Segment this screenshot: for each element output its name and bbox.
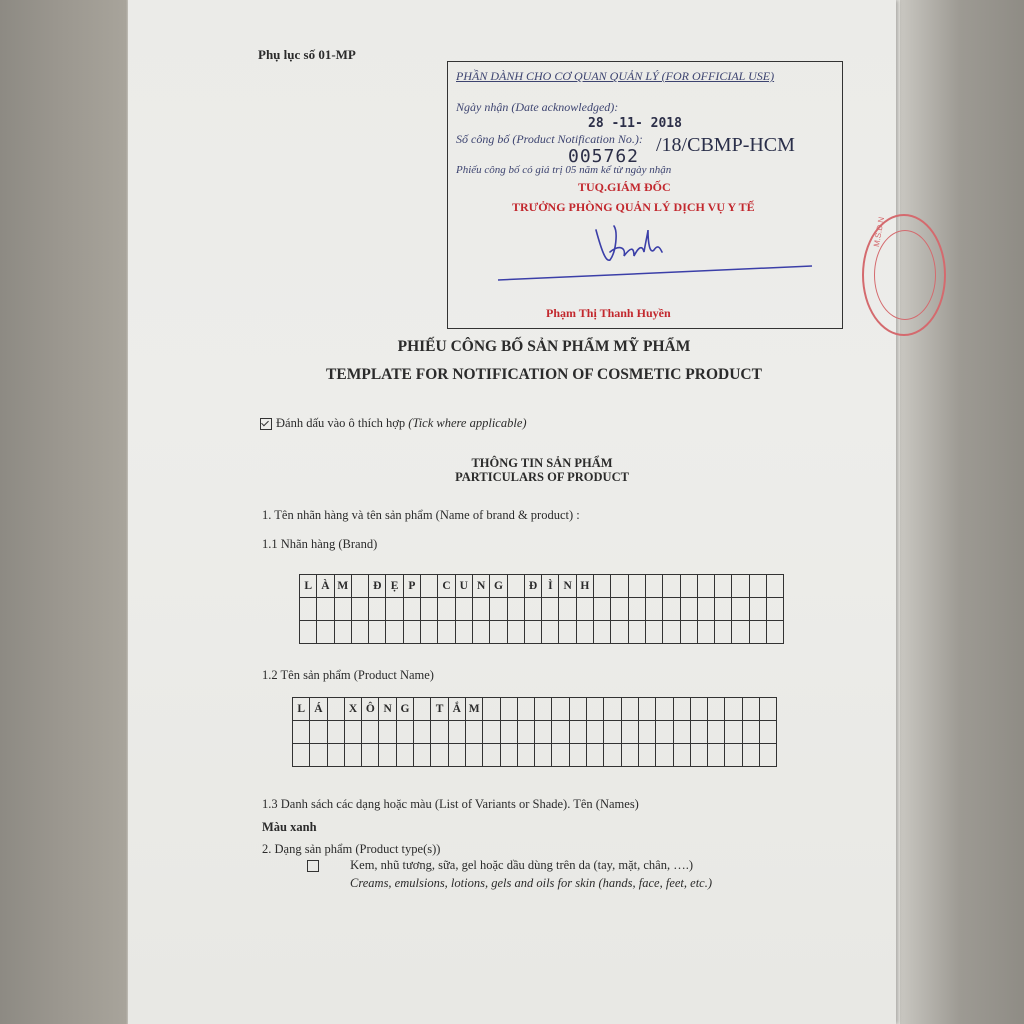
item-1-1-label: 1.1 Nhãn hàng (Brand)	[262, 537, 378, 551]
option-1-vi: Kem, nhũ tương, sữa, gel hoặc dầu dùng trên da (tay, mặt, chân, ….)	[350, 858, 693, 872]
tick-instruction-vi: Đánh dấu vào ô thích hợp	[276, 416, 406, 430]
grid-cell	[472, 621, 489, 644]
grid-cell	[638, 698, 655, 721]
grid-cell	[500, 698, 517, 721]
grid-cell	[697, 598, 714, 621]
grid-cell	[645, 598, 662, 621]
grid-cell: M	[465, 698, 482, 721]
grid-cell	[628, 575, 645, 598]
grid-cell	[680, 575, 697, 598]
grid-cell	[517, 744, 534, 767]
grid-cell: À	[317, 575, 334, 598]
seal-text: M.S.D.N	[872, 216, 887, 248]
grid-cell	[483, 721, 500, 744]
grid-cell	[732, 575, 749, 598]
grid-cell: C	[438, 575, 455, 598]
grid-cell	[708, 721, 725, 744]
grid-cell	[317, 621, 334, 644]
signer-title-1: TUQ.GIÁM ĐỐC	[578, 180, 671, 194]
grid-cell	[749, 598, 766, 621]
grid-cell: L	[293, 698, 310, 721]
grid-cell	[656, 744, 673, 767]
grid-cell	[576, 598, 593, 621]
grid-cell: T	[431, 698, 448, 721]
grid-cell	[594, 621, 611, 644]
grid-cell	[414, 744, 431, 767]
variant-value: Màu xanh	[262, 820, 317, 834]
validity-note: Phiếu công bố có giá trị 05 năm kể từ ngày nhận	[456, 164, 672, 176]
grid-cell	[645, 621, 662, 644]
grid-cell	[455, 621, 472, 644]
signer-name: Phạm Thị Thanh Huyền	[546, 306, 671, 320]
section-title-vi: THÔNG TIN SẢN PHẨM	[471, 456, 613, 470]
grid-cell	[725, 698, 742, 721]
grid-cell	[386, 598, 403, 621]
grid-cell	[559, 621, 576, 644]
grid-cell	[587, 744, 604, 767]
official-use-box	[447, 61, 843, 329]
grid-cell	[344, 744, 361, 767]
grid-cell	[524, 598, 541, 621]
grid-cell	[455, 598, 472, 621]
grid-cell: L	[300, 575, 317, 598]
grid-cell	[760, 698, 777, 721]
grid-cell	[396, 721, 413, 744]
tick-instruction	[260, 416, 527, 431]
grid-cell	[576, 621, 593, 644]
grid-cell	[448, 721, 465, 744]
grid-cell	[465, 721, 482, 744]
grid-cell	[552, 744, 569, 767]
grid-cell	[293, 721, 310, 744]
grid-cell	[421, 621, 438, 644]
grid-cell	[351, 575, 368, 598]
grid-cell	[611, 621, 628, 644]
grid-cell	[327, 698, 344, 721]
item-2-label: 2. Dạng sản phẩm (Product type(s))	[262, 842, 441, 856]
grid-cell	[293, 744, 310, 767]
grid-cell	[317, 598, 334, 621]
grid-cell	[628, 621, 645, 644]
grid-cell	[369, 621, 386, 644]
grid-cell	[535, 744, 552, 767]
notification-number-suffix: /18/CBMP-HCM	[656, 134, 795, 156]
grid-cell	[621, 721, 638, 744]
grid-cell	[604, 698, 621, 721]
option-1-en: Creams, emulsions, lotions, gels and oils for skin (hands, face, feet, etc.)	[350, 876, 712, 890]
grid-cell	[690, 721, 707, 744]
grid-cell	[414, 698, 431, 721]
grid-cell	[594, 598, 611, 621]
grid-cell	[386, 621, 403, 644]
grid-cell: Đ	[369, 575, 386, 598]
grid-cell	[680, 598, 697, 621]
grid-cell	[507, 621, 524, 644]
grid-row	[300, 575, 784, 598]
grid-cell	[742, 744, 759, 767]
grid-cell: X	[344, 698, 361, 721]
annex-label: Phụ lục số 01-MP	[258, 47, 356, 62]
grid-cell	[767, 575, 784, 598]
grid-cell	[517, 721, 534, 744]
grid-cell: G	[490, 575, 507, 598]
grid-cell	[542, 621, 559, 644]
grid-cell	[465, 744, 482, 767]
grid-cell	[767, 621, 784, 644]
official-use-header: PHẦN DÀNH CHO CƠ QUAN QUẢN LÝ (FOR OFFICIAL USE)	[456, 69, 775, 83]
grid-cell	[362, 721, 379, 744]
grid-cell	[414, 721, 431, 744]
grid-cell	[569, 744, 586, 767]
grid-cell	[431, 721, 448, 744]
red-seal	[862, 214, 946, 336]
grid-cell: P	[403, 575, 420, 598]
grid-cell	[697, 575, 714, 598]
grid-cell	[379, 744, 396, 767]
grid-cell	[500, 721, 517, 744]
title-english: TEMPLATE FOR NOTIFICATION OF COSMETIC PRODUCT	[326, 366, 762, 383]
grid-cell	[708, 744, 725, 767]
grid-cell	[663, 621, 680, 644]
grid-cell	[715, 621, 732, 644]
grid-cell	[760, 721, 777, 744]
grid-cell: Đ	[524, 575, 541, 598]
grid-cell	[628, 598, 645, 621]
grid-cell	[594, 575, 611, 598]
grid-cell	[310, 721, 327, 744]
grid-cell: G	[396, 698, 413, 721]
grid-cell: M	[334, 575, 351, 598]
grid-cell	[448, 744, 465, 767]
grid-cell	[638, 721, 655, 744]
grid-cell	[604, 744, 621, 767]
date-acknowledged-value: 28 -11- 2018	[588, 116, 682, 131]
notification-number-label: Số công bố (Product Notification No.):	[456, 132, 643, 146]
grid-row	[300, 621, 784, 644]
grid-cell	[351, 598, 368, 621]
product-type-option-1	[307, 858, 693, 873]
grid-cell	[569, 721, 586, 744]
grid-row	[293, 698, 777, 721]
grid-cell	[673, 721, 690, 744]
grid-cell	[749, 575, 766, 598]
grid-cell	[715, 598, 732, 621]
grid-cell	[611, 598, 628, 621]
grid-cell	[673, 698, 690, 721]
grid-cell	[327, 744, 344, 767]
grid-cell	[621, 744, 638, 767]
grid-row	[300, 598, 784, 621]
grid-cell	[379, 721, 396, 744]
title-vietnamese: PHIẾU CÔNG BỐ SẢN PHẨM MỸ PHẨM	[397, 338, 691, 355]
signer-title-2: TRƯỞNG PHÒNG QUẢN LÝ DỊCH VỤ Y TẾ	[512, 200, 755, 214]
grid-cell: Ắ	[448, 698, 465, 721]
grid-cell	[524, 621, 541, 644]
grid-cell	[431, 744, 448, 767]
grid-cell	[396, 744, 413, 767]
grid-cell	[403, 621, 420, 644]
grid-cell	[760, 744, 777, 767]
grid-cell	[310, 744, 327, 767]
brand-grid	[299, 574, 784, 644]
grid-row	[293, 744, 777, 767]
grid-cell	[742, 698, 759, 721]
grid-cell: H	[576, 575, 593, 598]
grid-cell	[587, 721, 604, 744]
grid-cell	[680, 621, 697, 644]
grid-cell	[749, 621, 766, 644]
grid-cell	[638, 744, 655, 767]
grid-cell: Ì	[542, 575, 559, 598]
grid-cell	[621, 698, 638, 721]
grid-cell	[344, 721, 361, 744]
grid-cell	[569, 698, 586, 721]
grid-cell	[351, 621, 368, 644]
grid-cell	[334, 621, 351, 644]
grid-cell	[742, 721, 759, 744]
grid-cell	[542, 598, 559, 621]
product-name-grid	[292, 697, 777, 767]
grid-cell	[507, 575, 524, 598]
grid-cell: N	[472, 575, 489, 598]
grid-cell	[438, 598, 455, 621]
unchecked-box-icon[interactable]	[307, 860, 319, 872]
grid-cell	[690, 744, 707, 767]
grid-cell	[535, 698, 552, 721]
grid-cell	[403, 598, 420, 621]
item-1-label: 1. Tên nhãn hàng và tên sản phẩm (Name of brand & product) :	[262, 508, 580, 522]
grid-cell	[697, 621, 714, 644]
item-1-2-label: 1.2 Tên sản phẩm (Product Name)	[262, 668, 434, 682]
grid-cell	[300, 621, 317, 644]
grid-cell	[472, 598, 489, 621]
grid-cell: U	[455, 575, 472, 598]
grid-cell: Ô	[362, 698, 379, 721]
item-1-3-label: 1.3 Danh sách các dạng hoặc màu (List of Variants or Shade). Tên (Names)	[262, 797, 639, 811]
grid-cell	[725, 721, 742, 744]
grid-cell: Á	[310, 698, 327, 721]
red-seal-inner-ring	[874, 230, 936, 320]
grid-cell	[587, 698, 604, 721]
grid-cell	[611, 575, 628, 598]
grid-cell	[535, 721, 552, 744]
grid-cell	[663, 598, 680, 621]
grid-cell	[421, 575, 438, 598]
grid-cell	[483, 744, 500, 767]
section-title-en: PARTICULARS OF PRODUCT	[455, 470, 629, 484]
grid-cell	[552, 721, 569, 744]
grid-cell	[500, 744, 517, 767]
grid-cell	[732, 598, 749, 621]
grid-cell: N	[559, 575, 576, 598]
grid-cell	[767, 598, 784, 621]
grid-cell	[327, 721, 344, 744]
grid-cell	[490, 598, 507, 621]
grid-cell	[507, 598, 524, 621]
grid-cell	[421, 598, 438, 621]
grid-cell	[604, 721, 621, 744]
grid-cell	[438, 621, 455, 644]
grid-cell: Ẹ	[386, 575, 403, 598]
grid-cell	[673, 744, 690, 767]
grid-cell	[300, 598, 317, 621]
grid-cell	[369, 598, 386, 621]
signature-underline	[496, 262, 816, 282]
notification-number-value: 005762	[568, 146, 640, 167]
grid-cell	[663, 575, 680, 598]
grid-cell: N	[379, 698, 396, 721]
grid-cell	[690, 698, 707, 721]
grid-cell	[483, 698, 500, 721]
grid-cell	[334, 598, 351, 621]
grid-cell	[517, 698, 534, 721]
grid-cell	[490, 621, 507, 644]
grid-cell	[725, 744, 742, 767]
grid-cell	[656, 698, 673, 721]
grid-cell	[656, 721, 673, 744]
grid-cell	[362, 744, 379, 767]
grid-cell	[559, 598, 576, 621]
grid-cell	[708, 698, 725, 721]
tick-instruction-en: (Tick where applicable)	[408, 416, 527, 430]
grid-cell	[645, 575, 662, 598]
grid-cell	[732, 621, 749, 644]
grid-cell	[552, 698, 569, 721]
checked-box-icon	[260, 418, 272, 430]
grid-row	[293, 721, 777, 744]
date-acknowledged-label: Ngày nhận (Date acknowledged):	[456, 100, 619, 114]
grid-cell	[715, 575, 732, 598]
